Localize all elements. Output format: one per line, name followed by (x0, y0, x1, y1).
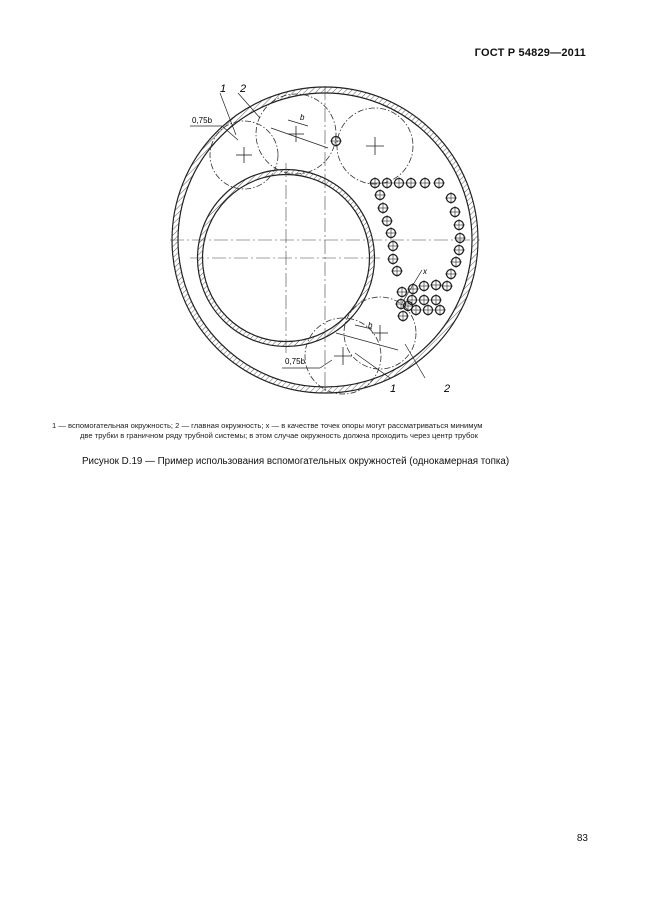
dim-b-top: b (300, 113, 305, 122)
drawing-svg (160, 78, 490, 398)
technical-drawing (160, 78, 490, 398)
label-tube-x: x (423, 267, 427, 276)
label-main-top: 2 (240, 83, 247, 95)
dim-075b-top: 0,75b (192, 116, 213, 125)
dimension-lines (190, 93, 425, 378)
legend-line-1: 1 — вспомогательная окружность; 2 — главная окружность; x — в качестве точек опоры могут рассматриваться минимум (52, 421, 483, 430)
page-number: 83 (576, 833, 588, 844)
label-aux-top: 1 (220, 83, 227, 95)
figure-caption: Рисунок D.19 — Пример использования вспомогательных окружностей (однокамерная топка) (82, 456, 510, 467)
circle-centers (236, 126, 388, 365)
label-aux-bottom: 1 (390, 383, 397, 395)
label-main-bottom: 2 (444, 383, 451, 395)
auxiliary-circles (210, 94, 416, 394)
legend-line-2: две трубки в граничном ряду трубной системы; в этом случае окружность должна проходить через центр трубок (80, 431, 478, 440)
dim-b-bottom: b (368, 321, 373, 330)
document-header: ГОСТ Р 54829—2011 (474, 47, 586, 59)
figure-legend (52, 421, 592, 441)
dim-075b-bottom: 0,75b (285, 357, 306, 366)
tube-bundle (330, 135, 466, 322)
